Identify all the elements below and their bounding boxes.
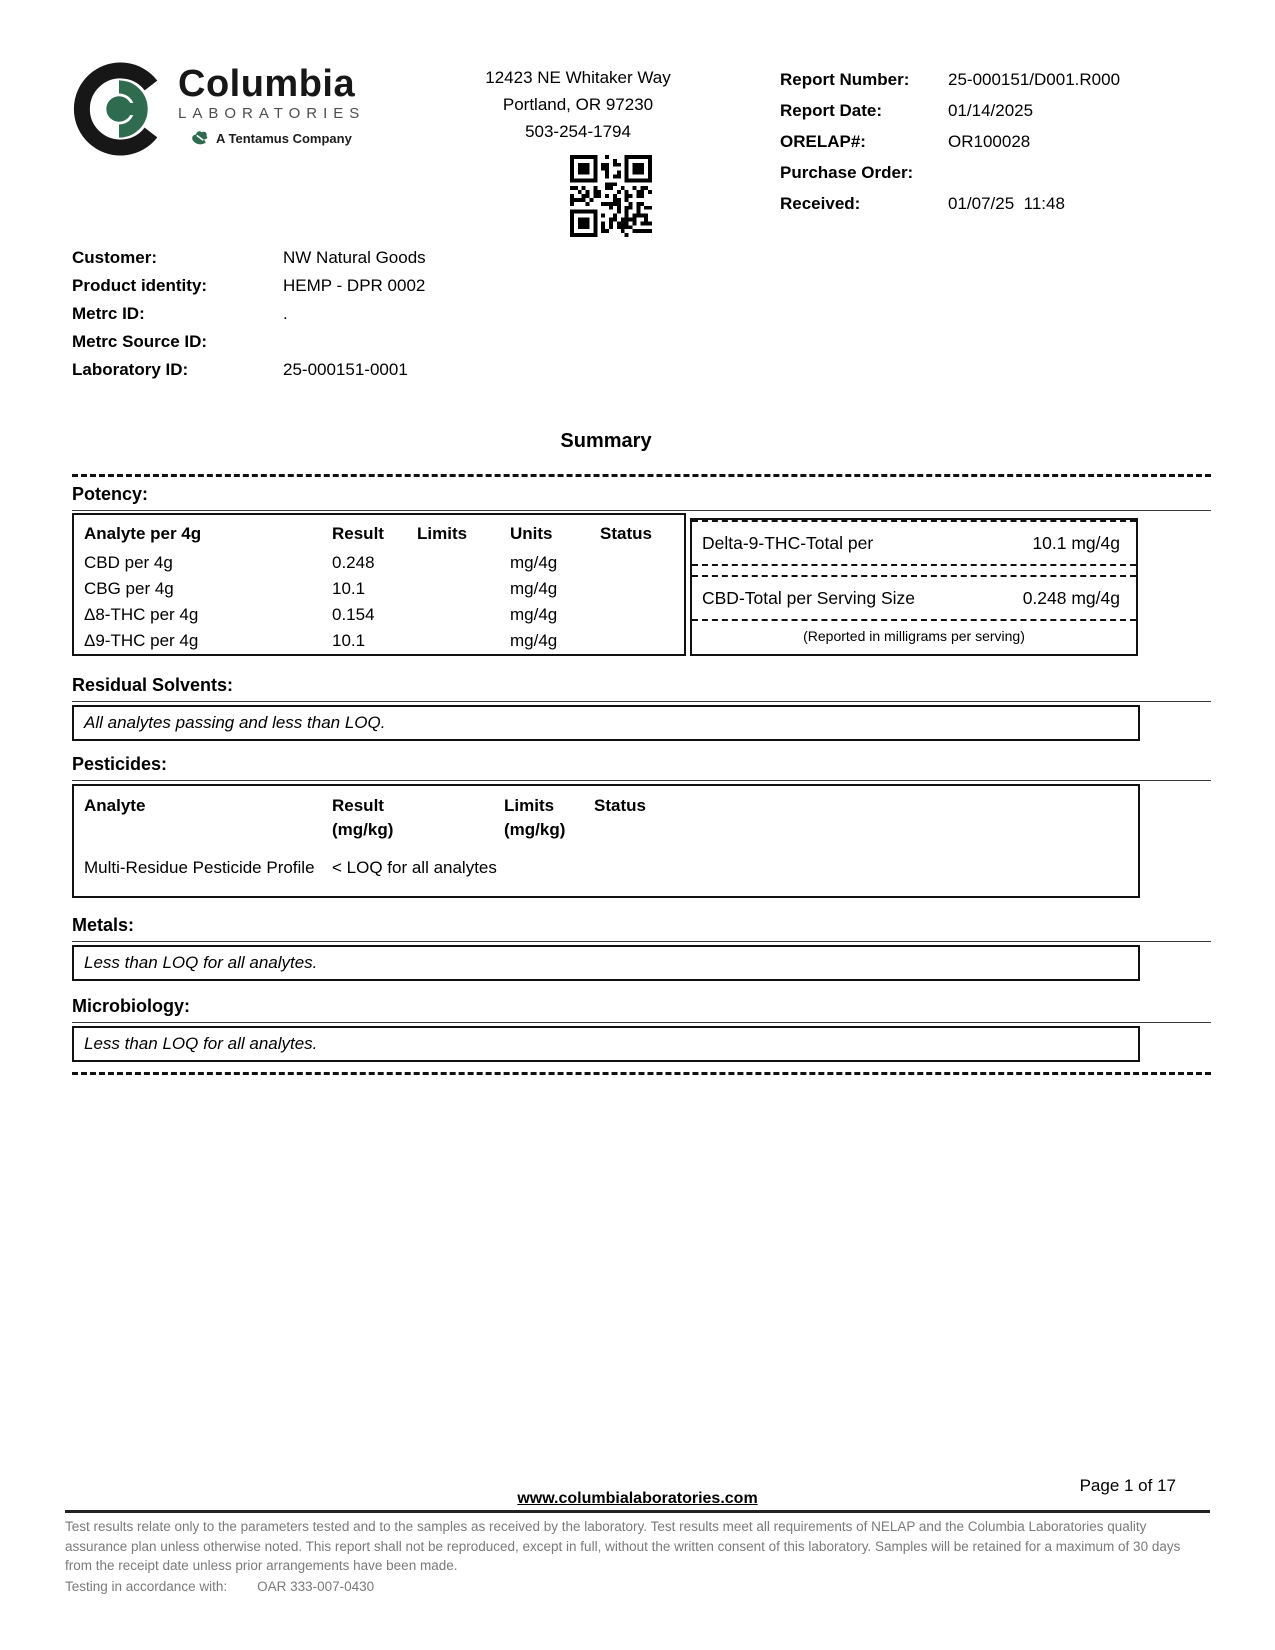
pesticides-heading: Pesticides: xyxy=(72,751,1211,781)
cbd-total-row xyxy=(692,575,1136,621)
col-result: Result (mg/kg) xyxy=(332,796,394,839)
footer-disclaimer: Test results relate only to the parameters tested and to the samples as received by the laboratory. Test results meet all requirements of NELAP and the Columbia Laboratories quality assurance plan unless otherwise noted. This report shall not be reproduced, except in full, without the written consent of this laboratory. Samples will be retained for a maximum of 30 days from the receipt date unless prior arrangements have been made. xyxy=(65,1519,1181,1573)
pesticides-table-header xyxy=(84,794,1138,842)
col-result: Result xyxy=(332,524,384,543)
summary-top-divider xyxy=(72,474,1211,477)
metrc-id-value: . xyxy=(283,304,288,323)
report-info-row xyxy=(780,126,1120,157)
col-analyte: Analyte xyxy=(84,796,146,815)
metrc-source-id-label: Metrc Source ID: xyxy=(72,332,208,351)
sample-info-row xyxy=(72,300,1140,328)
sample-info-row xyxy=(72,272,1140,300)
potency-table-header xyxy=(84,521,684,547)
report-info xyxy=(780,64,1120,219)
page-number: Page 1 of 17 xyxy=(1079,1476,1176,1495)
metals-note: Less than LOQ for all analytes. xyxy=(72,945,1140,981)
totals-gap xyxy=(692,566,1136,575)
orelap-value: OR100028 xyxy=(948,132,1031,151)
col-limits: Limits (mg/kg) xyxy=(504,796,566,839)
table-row: CBG per 4g 10.1 mg/4g xyxy=(84,579,558,598)
address-line1: 12423 NE Whitaker Way xyxy=(485,68,671,87)
qr-code xyxy=(570,155,652,237)
testing-value: OAR 333-007-0430 xyxy=(257,1578,375,1594)
testing-label: Testing in accordance with: xyxy=(65,1578,228,1594)
col-analyte: Analyte per 4g xyxy=(84,524,202,543)
sample-info xyxy=(72,244,1140,384)
potency-table xyxy=(72,513,686,656)
potency-heading: Potency: xyxy=(72,481,1211,511)
metrc-id-label: Metrc ID: xyxy=(72,304,145,323)
pesticides-table xyxy=(72,784,1140,898)
report-info-row xyxy=(780,95,1120,126)
columbia-logo-icon xyxy=(72,62,166,161)
lab-address xyxy=(408,64,748,145)
thc-total-value: 10.1 mg/4g xyxy=(1032,532,1120,553)
footer-divider xyxy=(65,1510,1210,1513)
residual-solvents-heading: Residual Solvents: xyxy=(72,672,1211,702)
sample-info-row xyxy=(72,328,1140,356)
tagline-text: A Tentamus Company xyxy=(216,131,352,146)
tentamus-icon xyxy=(190,128,210,149)
laboratory-id-value: 25-000151-0001 xyxy=(283,360,408,379)
cbd-total-label: CBD-Total per Serving Size xyxy=(702,587,915,608)
report-date-label: Report Date: xyxy=(780,101,883,120)
report-number-label: Report Number: xyxy=(780,70,910,89)
address-phone: 503-254-1794 xyxy=(525,122,631,141)
table-row: Δ9-THC per 4g 10.1 mg/4g xyxy=(84,631,558,650)
orelap-label: ORELAP#: xyxy=(780,132,866,151)
col-units: Units xyxy=(510,524,553,543)
logo-text xyxy=(178,62,365,149)
totals-note: (Reported in milligrams per serving) xyxy=(803,628,1025,644)
col-status: Status xyxy=(600,524,652,543)
col-limits: Limits xyxy=(417,524,468,543)
address-line2: Portland, OR 97230 xyxy=(502,95,654,114)
product-identity-label: Product identity: xyxy=(72,276,208,295)
residual-solvents-note: All analytes passing and less than LOQ. xyxy=(72,705,1140,741)
received-value: 01/07/25 11:48 xyxy=(948,194,1065,213)
table-row: Multi-Residue Pesticide Profile < LOQ for all analytes xyxy=(84,858,497,877)
report-info-row xyxy=(780,64,1120,95)
report-info-row xyxy=(780,188,1120,219)
tentamus-tagline xyxy=(190,128,365,149)
summary-title: Summary xyxy=(560,430,652,452)
report-number-value: 25-000151/D001.R000 xyxy=(948,70,1121,89)
col-status: Status xyxy=(594,796,646,815)
metals-heading: Metals: xyxy=(72,912,1211,942)
report-date-value: 01/14/2025 xyxy=(948,101,1034,120)
customer-label: Customer: xyxy=(72,248,158,267)
brand-name: Columbia xyxy=(178,63,356,105)
summary-bottom-divider xyxy=(72,1072,1211,1075)
table-row: Δ8-THC per 4g 0.154 mg/4g xyxy=(84,605,558,624)
customer-value: NW Natural Goods xyxy=(283,248,426,267)
testing-accordance xyxy=(65,1579,1210,1594)
report-footer xyxy=(65,1476,1210,1594)
table-row: CBD per 4g 0.248 mg/4g xyxy=(84,553,558,572)
thc-total-row xyxy=(692,520,1136,566)
brand-subtitle: LABORATORIES xyxy=(178,105,366,122)
product-identity-value: HEMP - DPR 0002 xyxy=(283,276,426,295)
potency-totals-box xyxy=(690,518,1138,656)
thc-total-label: Delta-9-THC-Total per xyxy=(702,532,874,553)
potency-section xyxy=(72,513,1140,656)
microbiology-note: Less than LOQ for all analytes. xyxy=(72,1026,1140,1062)
cbd-total-value: 0.248 mg/4g xyxy=(1022,587,1120,608)
sample-info-row xyxy=(72,244,1140,272)
columbia-logo xyxy=(72,62,365,161)
purchase-order-label: Purchase Order: xyxy=(780,163,914,182)
received-label: Received: xyxy=(780,194,861,213)
sample-info-row xyxy=(72,356,1140,384)
laboratory-id-label: Laboratory ID: xyxy=(72,360,189,379)
report-info-row xyxy=(780,157,1120,188)
website-link[interactable]: www.columbialaboratories.com xyxy=(517,1490,758,1507)
report-header xyxy=(72,0,1140,244)
microbiology-heading: Microbiology: xyxy=(72,993,1211,1023)
